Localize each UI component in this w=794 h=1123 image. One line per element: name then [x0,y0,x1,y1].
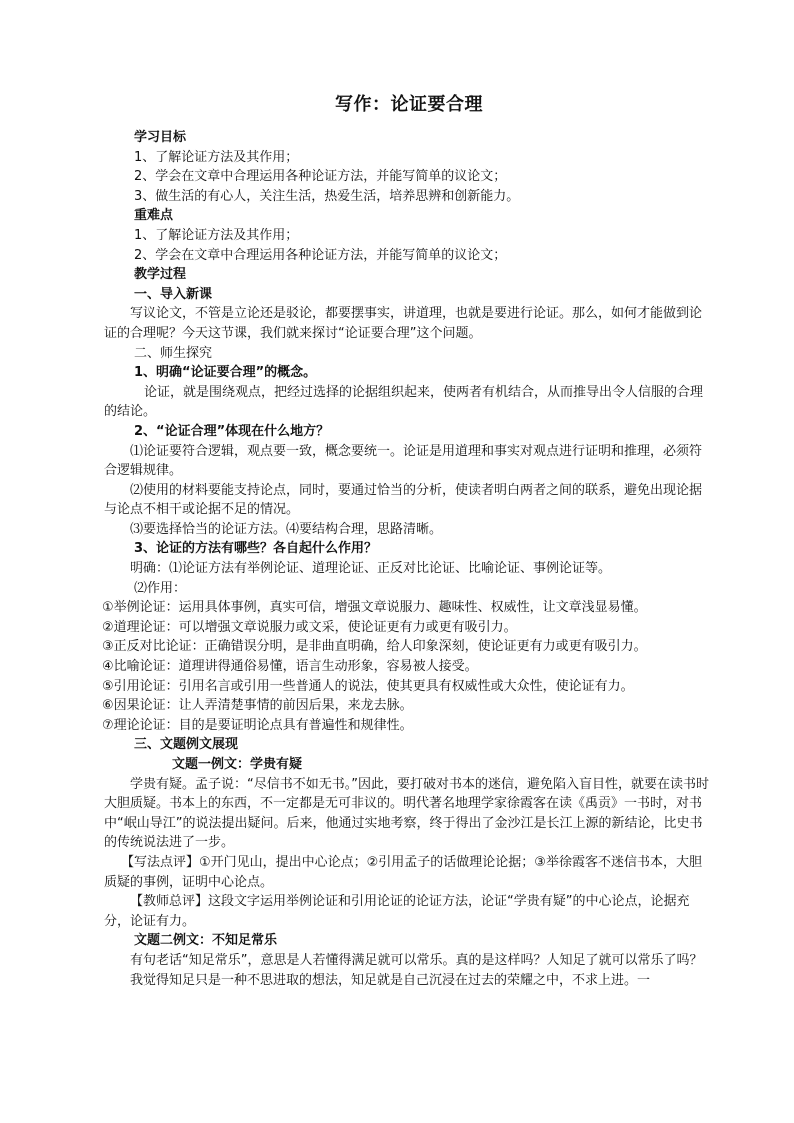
section-heading-process: 教学过程 [134,267,187,283]
method-item: ⑦理论论证：目的是要证明论点具有普遍性和规律性。 [102,717,413,733]
question-heading-1: 1、明确“论证要合理”的概念。 [134,365,317,381]
paragraph-functions-label: ⑵作用： [134,580,187,596]
teacher-comment: 【教师总评】这段文字运用举例论证和引用论证的论证方法，论证“学贵有疑”的中心论点，论据充分，论证有力。 [104,894,690,929]
method-item: ③正反对比论证：正确错误分明，是非曲直明确，给人印象深刻，使论证更有力或更有吸引力。 [102,639,647,655]
subsection-heading-intro: 一、导入新课 [134,286,213,302]
objective-item: 1、了解论证方法及其作用； [134,149,299,165]
subsection-heading-examples: 三、文题例文展现 [134,737,239,753]
method-item: ④比喻论证：道理讲得通俗易懂，语言生动形象，容易被人接受。 [102,659,478,675]
key-point-item: 2、学会在文章中合理运用各种论证方法，并能写简单的议论文； [134,247,507,263]
method-item: ②道理论证：可以增强文章说服力或文采，使论证更有力或更有吸引力。 [102,619,517,635]
subsection-heading-inquiry: 二、师生探究 [134,345,213,361]
method-item: ①举例论证：运用具体事例，真实可信，增强文章说服力、趣味性、权威性，让文章浅显易懂。 [102,600,647,616]
objective-item: 2、学会在文章中合理运用各种论证方法，并能写简单的议论文； [134,169,507,185]
paragraph-methods: 明确：⑴论证方法有举例论证、道理论证、正反对比论证、比喻论证、事例论证等。 [130,561,612,577]
example-paragraph-2b: 我觉得知足只是一种不思进取的想法，知足就是自己沉浸在过去的荣耀之中，不求上进。一 [130,972,651,988]
method-item: ⑤引用论证：引用名言或引用一些普通人的说法，使其更具有权威性或大众性，使论证有力。 [102,678,634,694]
question-heading-2: 2、“论证合理”体现在什么地方？ [134,423,330,439]
paragraph-intro: 写议论文，不管是立论还是驳论，都要摆事实，讲道理，也就是要进行论证。那么，如何才能做到论证的合理呢？今天这节课，我们就来探讨“论证要合理”这个问题。 [104,306,703,341]
objective-item: 3、做生活的有心人，关注生活，热爱生活，培养思辨和创新能力。 [134,188,520,204]
section-heading-objectives: 学习目标 [134,130,187,145]
section-heading-key-points: 重难点 [134,208,174,224]
paragraph-point-2: ⑵使用的材料要能支持论点，同时，要通过恰当的分析，使读者明白两者之间的联系，避免出现论据与论点不相干或论据不足的情况。 [104,482,703,518]
writing-comment: 【写法点评】①开门见山，提出中心论点；②引用孟子的话做理论论据；③举徐霞客不迷信书本，大胆质疑的事例，证明中心论点。 [104,854,702,890]
key-point-item: 1、了解论证方法及其作用； [134,227,299,243]
example-title-1: 文题一例文：学贵有疑 [172,757,303,772]
paragraph-definition: 论证，就是围绕观点，把经过选择的论据组织起来，使两者有机结合，从而推导出令人信服的合理的结论。 [104,384,704,420]
page-title: 写作：论证要合理 [335,94,483,115]
example-paragraph-1: 学贵有疑。孟子说：“尽信书不如无书。”因此，要打破对书本的迷信，避免陷入盲目性，就要在读书时大胆质疑。书本上的东西，不一定都是无可非议的。明代著名地理学家徐霞客在读《禹贡》一书时，对书中“岷山导江”的说法提出疑问。后来，他通过实地考察，终于得出了金沙江是长江上源的新结论，比史书的传统说法进了一步。 [104,776,709,851]
example-title-2: 文题二例文：不知足常乐 [134,933,278,949]
paragraph-point-3-4: ⑶要选择恰当的论证方法。⑷要结构合理，思路清晰。 [130,521,443,537]
method-item: ⑥因果论证：让人弄清楚事情的前因后果，来龙去脉。 [102,698,413,714]
example-paragraph-2a: 有句老话“知足常乐”，意思是人若懂得满足就可以常乐。真的是这样吗？人知足了就可以常乐了吗？ [130,952,703,968]
question-heading-3: 3、论证的方法有哪些？各自起什么作用？ [134,541,378,557]
paragraph-point-1: ⑴论证要符合逻辑，观点要一致，概念要统一。论证是用道理和事实对观点进行证明和推理，必须符合逻辑规律。 [104,443,703,479]
